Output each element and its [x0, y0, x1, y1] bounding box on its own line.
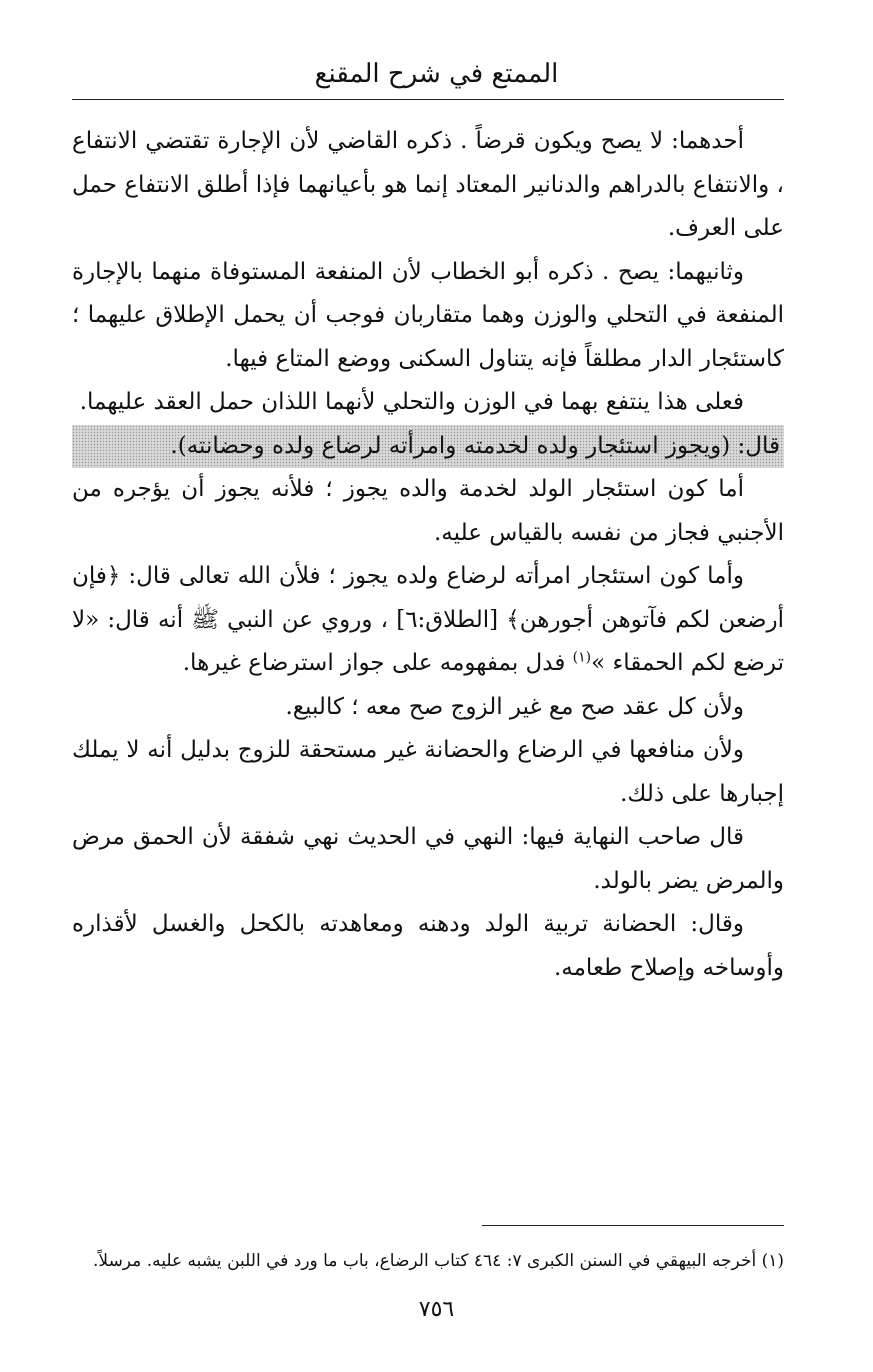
- paragraph: قال صاحب النهاية فيها: النهي في الحديث نهي شفقة لأن الحمق مرض والمرض يضر بالولد.: [72, 824, 784, 894]
- paragraph-text: وأما كون استئجار امرأته لرضاع ولده يجوز ؛ فلأن الله تعالى قال: ﴿فإن أرضعن لكم فآتوهن أجورهن﴾ [الطلاق:٦] ، وروي عن النبي ﷺ أنه قال: «لا ترضع لكم الحمقاء »: [72, 563, 784, 676]
- paragraph: فعلى هذا ينتفع بهما في الوزن والتحلي لأنهما اللذان حمل العقد عليهما.: [79, 389, 744, 415]
- paragraph: أما كون استئجار الولد لخدمة والده يجوز ؛ فلأنه يجوز أن يؤجره من الأجنبي فجاز من نفسه بالقياس عليه.: [72, 476, 784, 546]
- footnote: (١) أخرجه البيهقي في السنن الكبرى ٧: ٤٦٤ كتاب الرضاع، باب ما ورد في اللبن يشبه عليه. مرسلاً.: [93, 1251, 784, 1271]
- paragraph: أحدهما: لا يصح ويكون قرضاً . ذكره القاضي لأن الإجارة تقتضي الانتفاع ، والانتفاع بالدراهم والدنانير المعتاد إنما هو بأعيانهما فإذا أطلق الانتفاع حمل على العرف.: [72, 128, 784, 241]
- paragraph-text: فدل بمفهومه على جواز استرضاع غيرها.: [182, 650, 566, 676]
- paragraph: وقال: الحضانة تربية الولد ودهنه ومعاهدته بالكحل والغسل لأقذاره وأوساخه وإصلاح طعامه.: [72, 911, 784, 981]
- paragraph: [72, 555, 784, 686]
- paragraph: ولأن كل عقد صح مع غير الزوج صح معه ؛ كالبيع.: [285, 693, 744, 720]
- header-rule: [72, 99, 784, 100]
- footnote-ref[interactable]: (١): [572, 649, 592, 666]
- paragraph: ولأن منافعها في الرضاع والحضانة غير مستحقة للزوج بدليل أنه لا يملك إجبارها على ذلك.: [72, 737, 784, 807]
- footnote-rule: [482, 1225, 784, 1226]
- running-header: الممتع في شرح المقنع: [314, 59, 559, 89]
- page-number: ٧٥٦: [418, 1297, 455, 1322]
- matn-quote: قال: (ويجوز استئجار ولده لخدمته وامرأته لرضاع ولده وحضانته).: [72, 425, 784, 469]
- paragraph: وثانيهما: يصح . ذكره أبو الخطاب لأن المنفعة المستوفاة منهما بالإجارة المنفعة في التحلي والوزن وهما متقاربان فوجب أن يحمل الإطلاق عليهما ؛ كاستئجار الدار مطلقاً فإنه يتناول السكنى ووضع المتاع فيها.: [72, 258, 784, 372]
- body-text: [72, 120, 784, 990]
